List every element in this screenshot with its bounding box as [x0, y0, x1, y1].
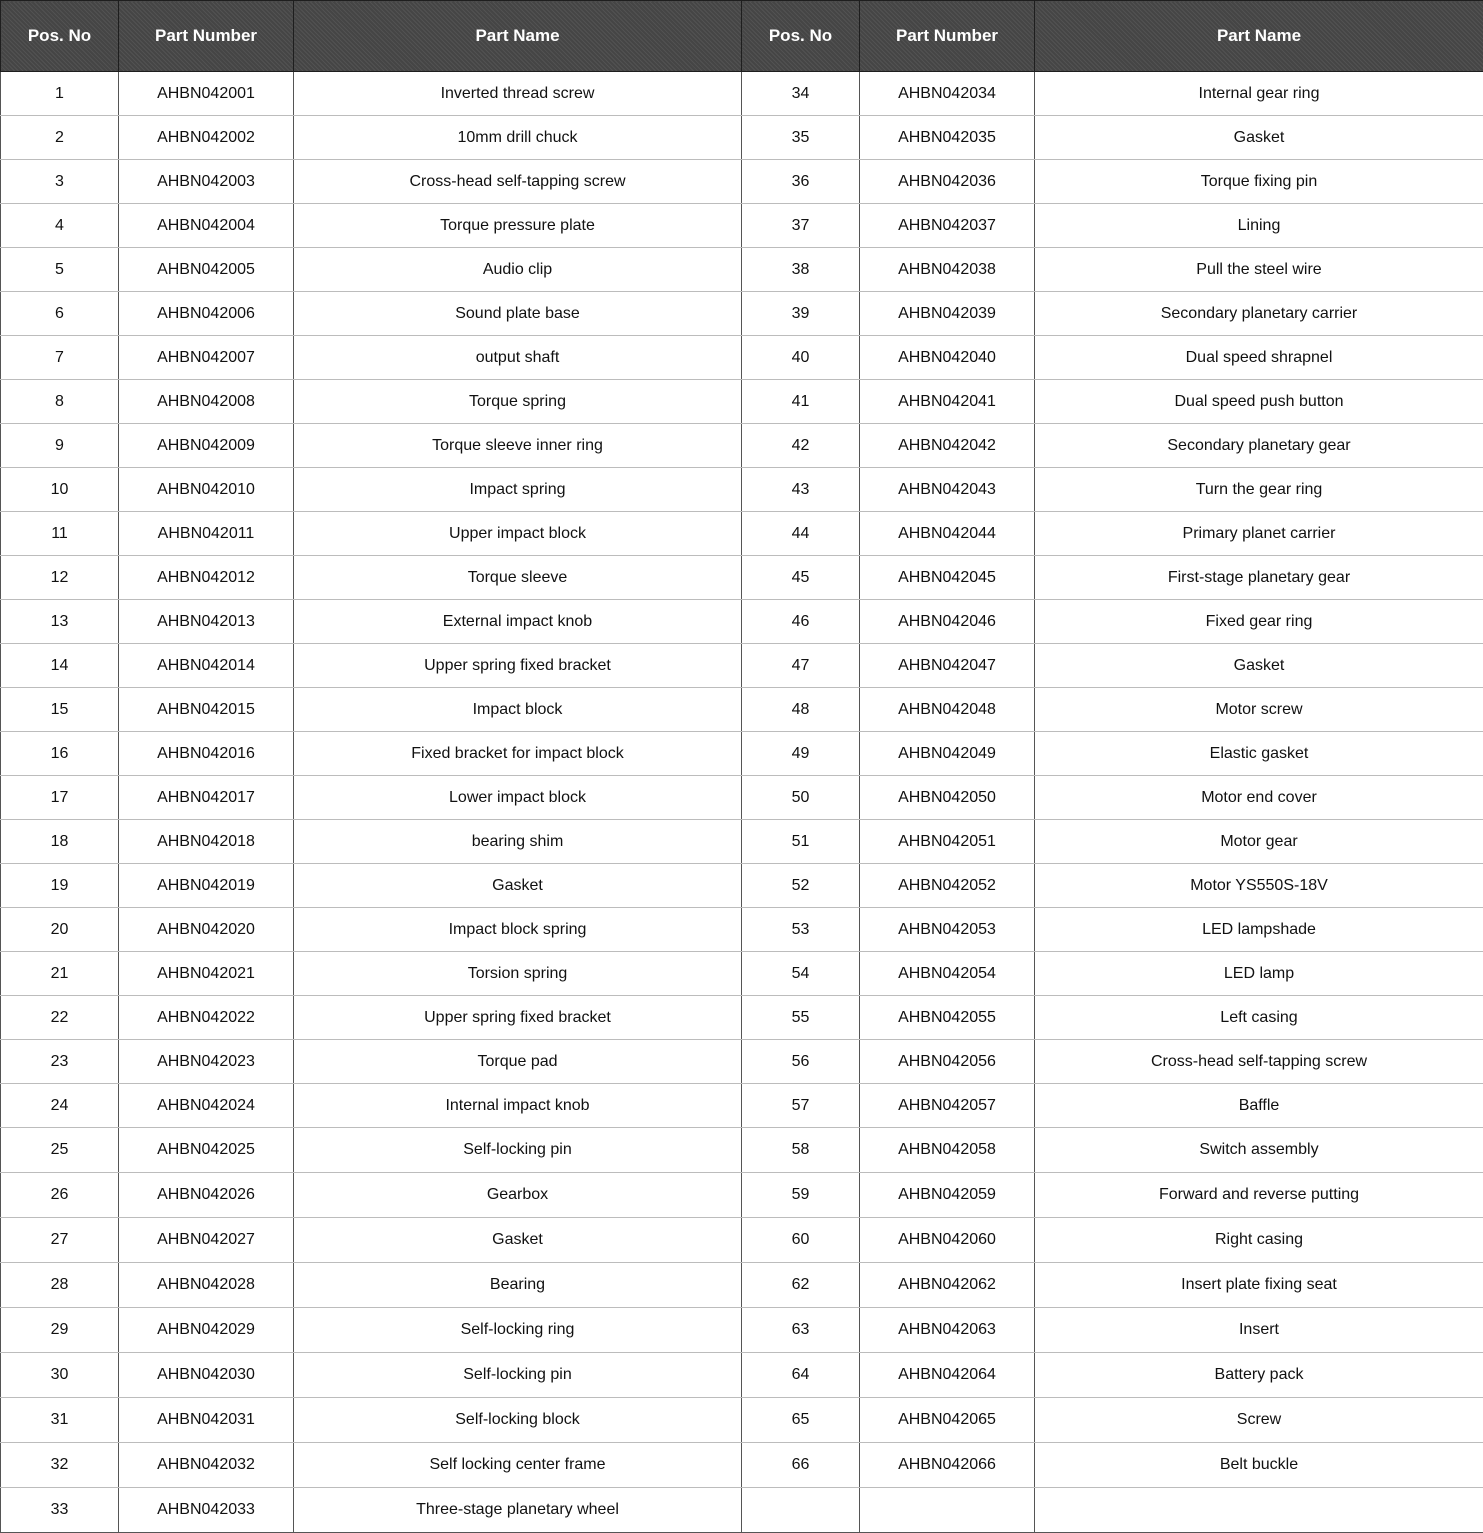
part-name-cell: Impact spring — [294, 468, 742, 512]
table-row — [1, 424, 1483, 468]
part-number-cell: AHBN042009 — [119, 424, 294, 468]
part-number-cell: AHBN042011 — [119, 512, 294, 556]
table-row — [1, 1218, 1483, 1263]
header-pos-no-right: Pos. No — [742, 1, 860, 72]
part-number-cell: AHBN042047 — [860, 644, 1035, 688]
part-name-cell: 10mm drill chuck — [294, 116, 742, 160]
pos-no-cell: 60 — [742, 1218, 860, 1263]
table-row — [1, 1128, 1483, 1173]
part-number-cell: AHBN042046 — [860, 600, 1035, 644]
pos-no-cell: 25 — [1, 1128, 119, 1173]
part-name-cell: Torque spring — [294, 380, 742, 424]
table-row — [1, 512, 1483, 556]
part-number-cell: AHBN042041 — [860, 380, 1035, 424]
table-row — [1, 908, 1483, 952]
table-row — [1, 1488, 1483, 1533]
part-name-cell: Torque pad — [294, 1040, 742, 1084]
pos-no-cell: 47 — [742, 644, 860, 688]
part-number-cell: AHBN042056 — [860, 1040, 1035, 1084]
pos-no-cell: 58 — [742, 1128, 860, 1173]
part-name-cell: Impact block spring — [294, 908, 742, 952]
pos-no-cell: 24 — [1, 1084, 119, 1128]
part-name-cell: Dual speed push button — [1035, 380, 1483, 424]
part-name-cell: Belt buckle — [1035, 1443, 1483, 1488]
part-name-cell: Elastic gasket — [1035, 732, 1483, 776]
header-part-name-left: Part Name — [294, 1, 742, 72]
part-number-cell: AHBN042058 — [860, 1128, 1035, 1173]
pos-no-cell: 19 — [1, 864, 119, 908]
part-name-cell: Torsion spring — [294, 952, 742, 996]
pos-no-cell: 36 — [742, 160, 860, 204]
table-row — [1, 644, 1483, 688]
pos-no-cell: 27 — [1, 1218, 119, 1263]
table-row — [1, 160, 1483, 204]
part-name-cell: Insert plate fixing seat — [1035, 1263, 1483, 1308]
part-name-cell: Cross-head self-tapping screw — [1035, 1040, 1483, 1084]
part-number-cell: AHBN042060 — [860, 1218, 1035, 1263]
pos-no-cell: 40 — [742, 336, 860, 380]
part-name-cell: Sound plate base — [294, 292, 742, 336]
part-number-cell: AHBN042002 — [119, 116, 294, 160]
part-number-cell: AHBN042059 — [860, 1173, 1035, 1218]
part-name-cell: Impact block — [294, 688, 742, 732]
part-number-cell — [860, 1488, 1035, 1533]
part-number-cell: AHBN042010 — [119, 468, 294, 512]
table-row — [1, 820, 1483, 864]
part-name-cell: Motor end cover — [1035, 776, 1483, 820]
pos-no-cell: 21 — [1, 952, 119, 996]
pos-no-cell: 13 — [1, 600, 119, 644]
pos-no-cell: 51 — [742, 820, 860, 864]
pos-no-cell: 33 — [1, 1488, 119, 1533]
part-number-cell: AHBN042032 — [119, 1443, 294, 1488]
part-number-cell: AHBN042037 — [860, 204, 1035, 248]
part-number-cell: AHBN042027 — [119, 1218, 294, 1263]
pos-no-cell: 45 — [742, 556, 860, 600]
table-row — [1, 72, 1483, 116]
part-number-cell: AHBN042057 — [860, 1084, 1035, 1128]
part-number-cell: AHBN042042 — [860, 424, 1035, 468]
part-name-cell: Fixed gear ring — [1035, 600, 1483, 644]
part-name-cell: Three-stage planetary wheel — [294, 1488, 742, 1533]
part-name-cell: Baffle — [1035, 1084, 1483, 1128]
pos-no-cell: 37 — [742, 204, 860, 248]
part-name-cell: Gasket — [1035, 644, 1483, 688]
table-row — [1, 1173, 1483, 1218]
part-name-cell: Self-locking pin — [294, 1128, 742, 1173]
pos-no-cell: 41 — [742, 380, 860, 424]
pos-no-cell: 39 — [742, 292, 860, 336]
pos-no-cell: 59 — [742, 1173, 860, 1218]
part-number-cell: AHBN042028 — [119, 1263, 294, 1308]
pos-no-cell: 9 — [1, 424, 119, 468]
table-row — [1, 1084, 1483, 1128]
pos-no-cell: 48 — [742, 688, 860, 732]
pos-no-cell: 4 — [1, 204, 119, 248]
part-name-cell: Torque sleeve inner ring — [294, 424, 742, 468]
pos-no-cell: 12 — [1, 556, 119, 600]
part-name-cell: Secondary planetary gear — [1035, 424, 1483, 468]
part-name-cell: Self-locking ring — [294, 1308, 742, 1353]
pos-no-cell: 44 — [742, 512, 860, 556]
pos-no-cell: 52 — [742, 864, 860, 908]
part-name-cell: External impact knob — [294, 600, 742, 644]
part-number-cell: AHBN042043 — [860, 468, 1035, 512]
part-number-cell: AHBN042012 — [119, 556, 294, 600]
part-name-cell: Turn the gear ring — [1035, 468, 1483, 512]
pos-no-cell: 66 — [742, 1443, 860, 1488]
pos-no-cell — [742, 1488, 860, 1533]
table-row — [1, 1263, 1483, 1308]
pos-no-cell: 28 — [1, 1263, 119, 1308]
pos-no-cell: 35 — [742, 116, 860, 160]
part-number-cell: AHBN042018 — [119, 820, 294, 864]
table-row — [1, 600, 1483, 644]
part-number-cell: AHBN042024 — [119, 1084, 294, 1128]
part-number-cell: AHBN042039 — [860, 292, 1035, 336]
header-part-number-right: Part Number — [860, 1, 1035, 72]
pos-no-cell: 38 — [742, 248, 860, 292]
pos-no-cell: 18 — [1, 820, 119, 864]
part-name-cell: Motor YS550S-18V — [1035, 864, 1483, 908]
part-name-cell: Torque pressure plate — [294, 204, 742, 248]
pos-no-cell: 32 — [1, 1443, 119, 1488]
pos-no-cell: 2 — [1, 116, 119, 160]
pos-no-cell: 15 — [1, 688, 119, 732]
part-name-cell: Cross-head self-tapping screw — [294, 160, 742, 204]
pos-no-cell: 46 — [742, 600, 860, 644]
header-part-number-left: Part Number — [119, 1, 294, 72]
pos-no-cell: 65 — [742, 1398, 860, 1443]
part-number-cell: AHBN042066 — [860, 1443, 1035, 1488]
part-name-cell: Upper spring fixed bracket — [294, 644, 742, 688]
pos-no-cell: 62 — [742, 1263, 860, 1308]
part-number-cell: AHBN042005 — [119, 248, 294, 292]
pos-no-cell: 3 — [1, 160, 119, 204]
part-number-cell: AHBN042025 — [119, 1128, 294, 1173]
pos-no-cell: 23 — [1, 1040, 119, 1084]
header-row — [1, 1, 1483, 72]
table-body — [1, 72, 1483, 1533]
part-number-cell: AHBN042051 — [860, 820, 1035, 864]
part-name-cell: Battery pack — [1035, 1353, 1483, 1398]
pos-no-cell: 30 — [1, 1353, 119, 1398]
table-row — [1, 248, 1483, 292]
part-number-cell: AHBN042048 — [860, 688, 1035, 732]
part-name-cell: LED lampshade — [1035, 908, 1483, 952]
part-name-cell: Audio clip — [294, 248, 742, 292]
pos-no-cell: 17 — [1, 776, 119, 820]
table-row — [1, 864, 1483, 908]
table-row — [1, 688, 1483, 732]
table-row — [1, 204, 1483, 248]
part-name-cell: Internal gear ring — [1035, 72, 1483, 116]
part-name-cell: Gearbox — [294, 1173, 742, 1218]
part-number-cell: AHBN042019 — [119, 864, 294, 908]
part-name-cell: Torque sleeve — [294, 556, 742, 600]
pos-no-cell: 1 — [1, 72, 119, 116]
pos-no-cell: 29 — [1, 1308, 119, 1353]
part-number-cell: AHBN042064 — [860, 1353, 1035, 1398]
part-name-cell: bearing shim — [294, 820, 742, 864]
part-name-cell: Motor screw — [1035, 688, 1483, 732]
pos-no-cell: 56 — [742, 1040, 860, 1084]
part-number-cell: AHBN042030 — [119, 1353, 294, 1398]
part-number-cell: AHBN042044 — [860, 512, 1035, 556]
pos-no-cell: 16 — [1, 732, 119, 776]
part-name-cell: Primary planet carrier — [1035, 512, 1483, 556]
part-number-cell: AHBN042040 — [860, 336, 1035, 380]
table-row — [1, 1040, 1483, 1084]
part-number-cell: AHBN042001 — [119, 72, 294, 116]
part-number-cell: AHBN042003 — [119, 160, 294, 204]
part-name-cell: Left casing — [1035, 996, 1483, 1040]
part-name-cell: Motor gear — [1035, 820, 1483, 864]
part-number-cell: AHBN042055 — [860, 996, 1035, 1040]
part-number-cell: AHBN042016 — [119, 732, 294, 776]
table-row — [1, 468, 1483, 512]
part-number-cell: AHBN042038 — [860, 248, 1035, 292]
part-number-cell: AHBN042013 — [119, 600, 294, 644]
header-pos-no-left: Pos. No — [1, 1, 119, 72]
table-row — [1, 380, 1483, 424]
part-name-cell: Self locking center frame — [294, 1443, 742, 1488]
part-name-cell: Gasket — [294, 864, 742, 908]
table-header — [1, 1, 1483, 72]
part-number-cell: AHBN042014 — [119, 644, 294, 688]
pos-no-cell: 50 — [742, 776, 860, 820]
part-name-cell: Self-locking block — [294, 1398, 742, 1443]
part-name-cell: output shaft — [294, 336, 742, 380]
part-name-cell — [1035, 1488, 1483, 1533]
header-part-name-right: Part Name — [1035, 1, 1483, 72]
part-name-cell: Right casing — [1035, 1218, 1483, 1263]
part-number-cell: AHBN042045 — [860, 556, 1035, 600]
table-row — [1, 952, 1483, 996]
table-row — [1, 292, 1483, 336]
part-number-cell: AHBN042065 — [860, 1398, 1035, 1443]
part-name-cell: Bearing — [294, 1263, 742, 1308]
part-number-cell: AHBN042015 — [119, 688, 294, 732]
pos-no-cell: 22 — [1, 996, 119, 1040]
part-number-cell: AHBN042029 — [119, 1308, 294, 1353]
table-row — [1, 1308, 1483, 1353]
pos-no-cell: 64 — [742, 1353, 860, 1398]
part-name-cell: Gasket — [1035, 116, 1483, 160]
table-row — [1, 1398, 1483, 1443]
part-name-cell: First-stage planetary gear — [1035, 556, 1483, 600]
part-name-cell: Lining — [1035, 204, 1483, 248]
part-number-cell: AHBN042063 — [860, 1308, 1035, 1353]
part-number-cell: AHBN042031 — [119, 1398, 294, 1443]
table-row — [1, 1353, 1483, 1398]
pos-no-cell: 53 — [742, 908, 860, 952]
table-row — [1, 732, 1483, 776]
part-name-cell: Fixed bracket for impact block — [294, 732, 742, 776]
pos-no-cell: 54 — [742, 952, 860, 996]
pos-no-cell: 14 — [1, 644, 119, 688]
part-name-cell: Dual speed shrapnel — [1035, 336, 1483, 380]
part-name-cell: Pull the steel wire — [1035, 248, 1483, 292]
part-number-cell: AHBN042036 — [860, 160, 1035, 204]
part-name-cell: Self-locking pin — [294, 1353, 742, 1398]
part-name-cell: Insert — [1035, 1308, 1483, 1353]
part-number-cell: AHBN042050 — [860, 776, 1035, 820]
table-row — [1, 1443, 1483, 1488]
part-number-cell: AHBN042020 — [119, 908, 294, 952]
part-number-cell: AHBN042008 — [119, 380, 294, 424]
pos-no-cell: 26 — [1, 1173, 119, 1218]
part-number-cell: AHBN042006 — [119, 292, 294, 336]
part-name-cell: Inverted thread screw — [294, 72, 742, 116]
part-number-cell: AHBN042035 — [860, 116, 1035, 160]
table-row — [1, 996, 1483, 1040]
table-row — [1, 116, 1483, 160]
pos-no-cell: 34 — [742, 72, 860, 116]
part-number-cell: AHBN042049 — [860, 732, 1035, 776]
pos-no-cell: 6 — [1, 292, 119, 336]
part-name-cell: Screw — [1035, 1398, 1483, 1443]
part-number-cell: AHBN042053 — [860, 908, 1035, 952]
pos-no-cell: 55 — [742, 996, 860, 1040]
part-name-cell: Lower impact block — [294, 776, 742, 820]
pos-no-cell: 20 — [1, 908, 119, 952]
pos-no-cell: 7 — [1, 336, 119, 380]
pos-no-cell: 8 — [1, 380, 119, 424]
part-name-cell: Secondary planetary carrier — [1035, 292, 1483, 336]
part-number-cell: AHBN042022 — [119, 996, 294, 1040]
table-row — [1, 336, 1483, 380]
part-number-cell: AHBN042033 — [119, 1488, 294, 1533]
part-name-cell: Forward and reverse putting — [1035, 1173, 1483, 1218]
pos-no-cell: 10 — [1, 468, 119, 512]
pos-no-cell: 31 — [1, 1398, 119, 1443]
part-name-cell: Switch assembly — [1035, 1128, 1483, 1173]
part-name-cell: Gasket — [294, 1218, 742, 1263]
part-number-cell: AHBN042021 — [119, 952, 294, 996]
part-number-cell: AHBN042034 — [860, 72, 1035, 116]
part-name-cell: Upper impact block — [294, 512, 742, 556]
part-name-cell: Internal impact knob — [294, 1084, 742, 1128]
part-number-cell: AHBN042054 — [860, 952, 1035, 996]
pos-no-cell: 43 — [742, 468, 860, 512]
pos-no-cell: 42 — [742, 424, 860, 468]
part-number-cell: AHBN042004 — [119, 204, 294, 248]
pos-no-cell: 11 — [1, 512, 119, 556]
part-number-cell: AHBN042026 — [119, 1173, 294, 1218]
pos-no-cell: 49 — [742, 732, 860, 776]
pos-no-cell: 63 — [742, 1308, 860, 1353]
part-name-cell: Upper spring fixed bracket — [294, 996, 742, 1040]
pos-no-cell: 57 — [742, 1084, 860, 1128]
part-number-cell: AHBN042017 — [119, 776, 294, 820]
table-row — [1, 776, 1483, 820]
table-row — [1, 556, 1483, 600]
part-name-cell: LED lamp — [1035, 952, 1483, 996]
part-name-cell: Torque fixing pin — [1035, 160, 1483, 204]
part-number-cell: AHBN042023 — [119, 1040, 294, 1084]
pos-no-cell: 5 — [1, 248, 119, 292]
part-number-cell: AHBN042052 — [860, 864, 1035, 908]
part-number-cell: AHBN042062 — [860, 1263, 1035, 1308]
part-number-cell: AHBN042007 — [119, 336, 294, 380]
